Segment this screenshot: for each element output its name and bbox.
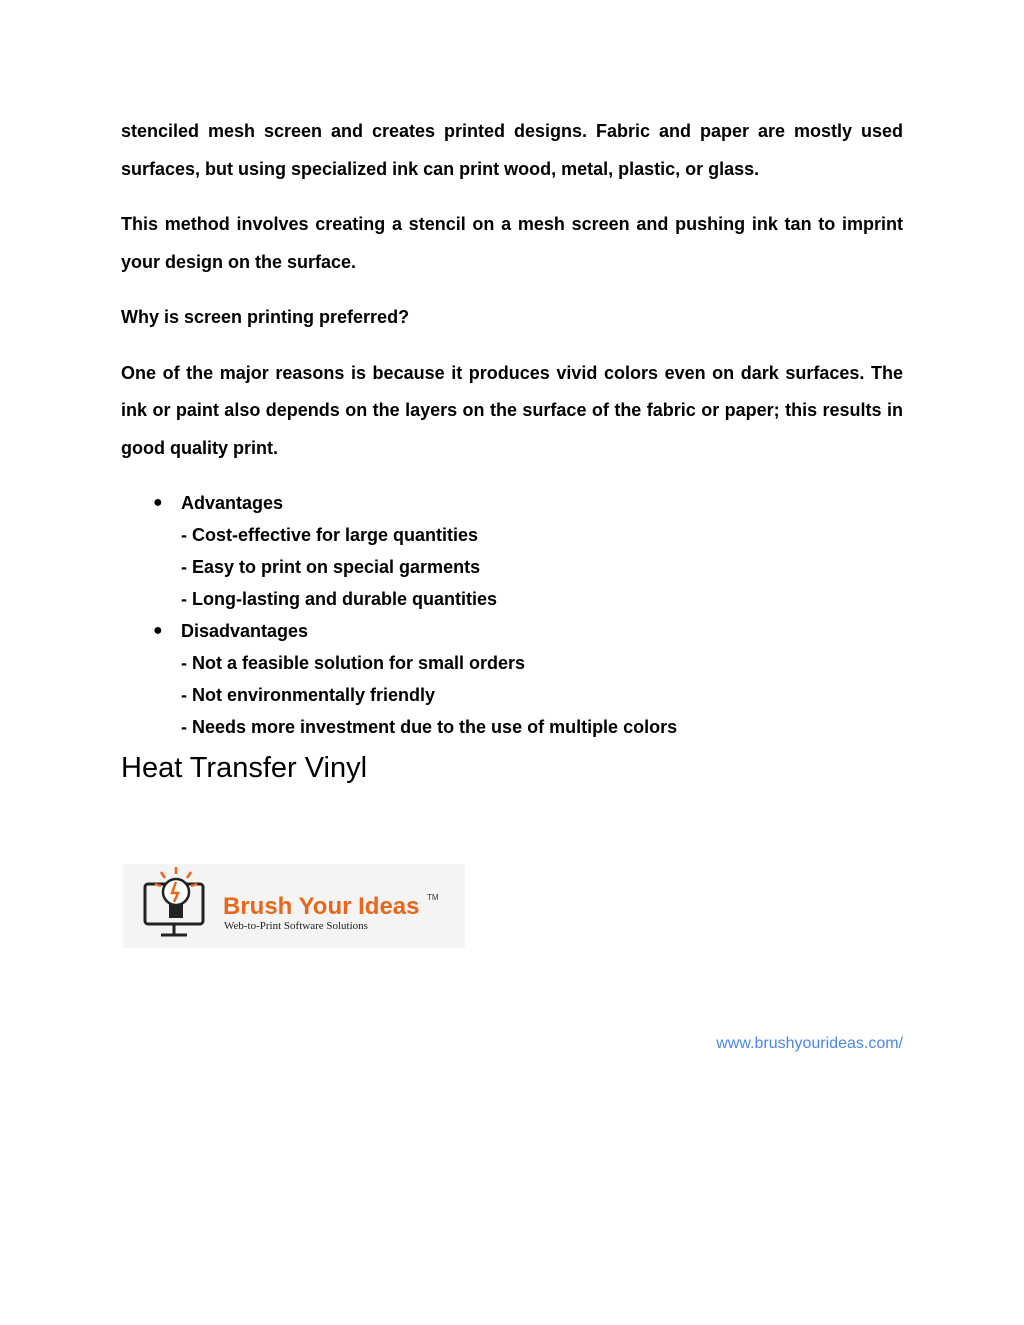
paragraph-reasons: One of the major reasons is because it produces vivid colors even on dark surfaces. The ink or paint also depends on the layers on the surface of the fabric or paper; this results in good quality print. (121, 362, 903, 458)
list-item-advantages (121, 487, 903, 615)
paragraph-screen-printing-intro: stenciled mesh screen and creates printed designs. Fabric and paper are mostly used surfaces, but using specialized ink can print wood, metal, plastic, or glass. (121, 121, 903, 179)
list-item-title: Disadvantages (181, 621, 309, 641)
paragraph-question: Why is screen printing preferred? (121, 307, 410, 327)
logo-tm: TM (427, 893, 439, 902)
list-item-disadvantages (121, 615, 903, 743)
list-subitem: - Not environmentally friendly (181, 685, 436, 705)
document-page (121, 113, 903, 787)
logo-tagline: Web-to-Print Software Solutions (224, 920, 368, 932)
list-subitem: - Not a feasible solution for small orders (181, 653, 526, 673)
bullet-icon: ● (153, 622, 163, 639)
footer-website-link[interactable]: www.brushyourideas.com/ (716, 1035, 903, 1052)
pros-cons-list (121, 487, 903, 743)
list-subitem: - Long-lasting and durable quantities (181, 589, 498, 609)
list-subitem: - Cost-effective for large quantities (181, 525, 479, 545)
list-subitem: - Easy to print on special garments (181, 557, 481, 577)
logo-name: Brush Your Ideas (223, 893, 420, 920)
list-item-title: Advantages (181, 493, 284, 513)
brush-your-ideas-logo (123, 864, 465, 948)
list-subitem: - Needs more investment due to the use of multiple colors (181, 717, 678, 737)
paragraph-method: This method involves creating a stencil on a mesh screen and pushing ink tan to imprint your design on the surface. (121, 214, 903, 272)
bullet-icon: ● (153, 494, 163, 511)
section-heading: Heat Transfer Vinyl (121, 752, 368, 784)
